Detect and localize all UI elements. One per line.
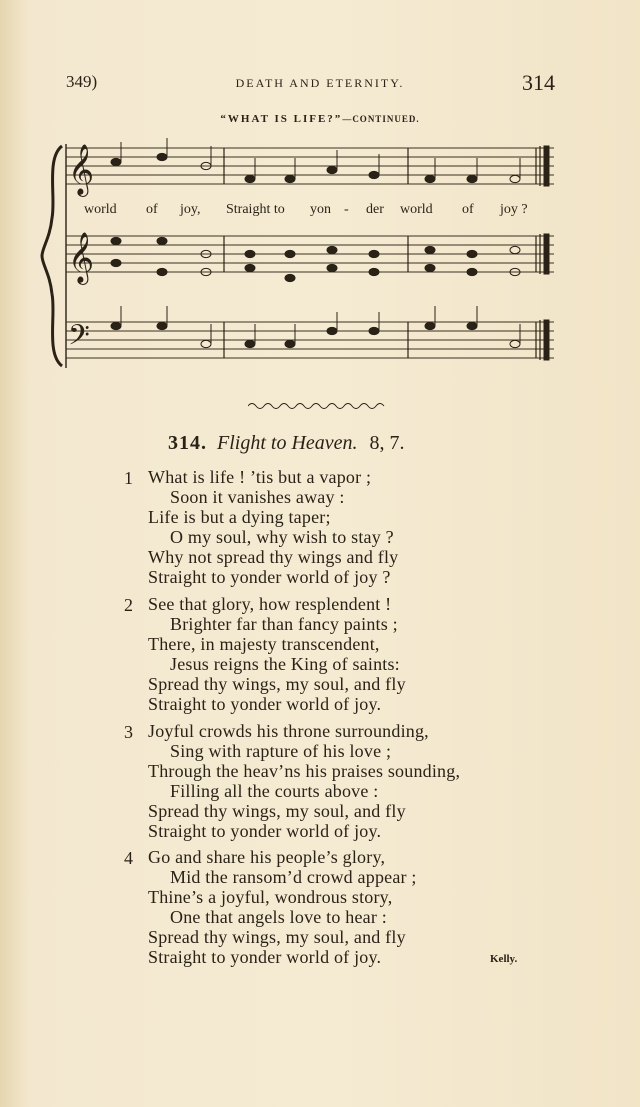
notes-treble-2 <box>111 237 520 281</box>
stanza-line: Straight to yonder world of joy. <box>148 821 382 841</box>
final-barlines <box>540 146 549 360</box>
stanza-line: There, in majesty transcendent, <box>148 634 380 654</box>
hymn-title: Flight to Heaven. <box>217 432 358 454</box>
staff-treble-1 <box>66 148 554 184</box>
stanza-line: O my soul, why wish to stay ? <box>170 527 394 547</box>
tune-lyric: of <box>146 202 158 217</box>
running-title: DEATH AND ETERNITY. <box>235 76 405 90</box>
stanza-line: Through the heav’ns his praises sounding, <box>148 761 461 781</box>
stanza-line: Straight to yonder world of joy. <box>148 694 382 714</box>
stanza-line: What is life ! ’tis but a vapor ; <box>148 467 372 487</box>
tune-title: “WHAT IS LIFE?” <box>220 113 343 125</box>
tune-lyric: joy ? <box>500 202 528 217</box>
stanza-line: Go and share his people’s glory, <box>148 847 386 867</box>
tune-lyric: yon <box>310 202 331 217</box>
ornamental-divider <box>248 401 390 411</box>
stanza-line: Spread thy wings, my soul, and fly <box>148 801 406 821</box>
stanza-line: Spread thy wings, my soul, and fly <box>148 927 406 947</box>
stanza-line: See that glory, how resplendent ! <box>148 594 392 614</box>
tune-lyric: world <box>84 202 117 217</box>
treble-clef-icon: 𝄞 <box>68 232 95 283</box>
stanza-line: Life is but a dying taper; <box>148 507 331 527</box>
tune-heading <box>0 113 640 125</box>
stanza-number: 3 <box>124 722 133 742</box>
stanza-line: Joyful crowds his throne surrounding, <box>148 721 429 741</box>
barlines <box>224 148 536 358</box>
tune-lyric: joy, <box>180 202 201 217</box>
stanza-number: 2 <box>124 595 133 615</box>
tune-lyric: der <box>366 202 384 217</box>
stanza-line: Why not spread thy wings and fly <box>148 547 399 567</box>
bass-clef-icon: 𝄢 <box>68 319 90 359</box>
stanza-line: Straight to yonder world of joy ? <box>148 567 391 587</box>
tune-continued: —CONTINUED. <box>342 114 420 124</box>
stanza-line: Soon it vanishes away : <box>170 487 345 507</box>
stanza-line: Mid the ransom’d crowd appear ; <box>170 867 417 887</box>
stanza-line: Jesus reigns the King of saints: <box>170 654 400 674</box>
stanza-line: Sing with rapture of his love ; <box>170 741 392 761</box>
stanza-number: 1 <box>124 468 133 488</box>
hymn-heading <box>168 432 405 455</box>
stanza-line: Straight to yonder world of joy. <box>148 947 382 967</box>
music-score <box>40 138 570 374</box>
stanza-line: One that angels love to hear : <box>170 907 387 927</box>
page-number: 314 <box>522 70 555 95</box>
tune-lyric: - <box>344 202 349 217</box>
system-brace <box>42 146 62 366</box>
stanza-line: Spread thy wings, my soul, and fly <box>148 674 406 694</box>
notes-bass <box>111 306 520 348</box>
staff-treble-2 <box>66 236 554 272</box>
stanza-line: Filling all the courts above : <box>170 781 379 801</box>
stanza-line: Thine’s a joyful, wondrous story, <box>148 887 393 907</box>
stanza-line: Brighter far than fancy paints ; <box>170 614 398 634</box>
hymn-number: 314. <box>168 432 207 454</box>
stanza-number: 4 <box>124 848 133 868</box>
notes-treble-1 <box>111 138 520 183</box>
tune-lyric: world <box>400 202 433 217</box>
running-page-number: 349) <box>66 72 98 91</box>
treble-clef-icon: 𝄞 <box>68 144 95 195</box>
hymn-author: Kelly. <box>490 953 518 965</box>
tune-lyric: of <box>462 202 474 217</box>
hymn-meter: 8, 7. <box>369 432 405 454</box>
staff-bass <box>66 322 554 358</box>
tune-lyric: Straight to <box>226 202 285 217</box>
